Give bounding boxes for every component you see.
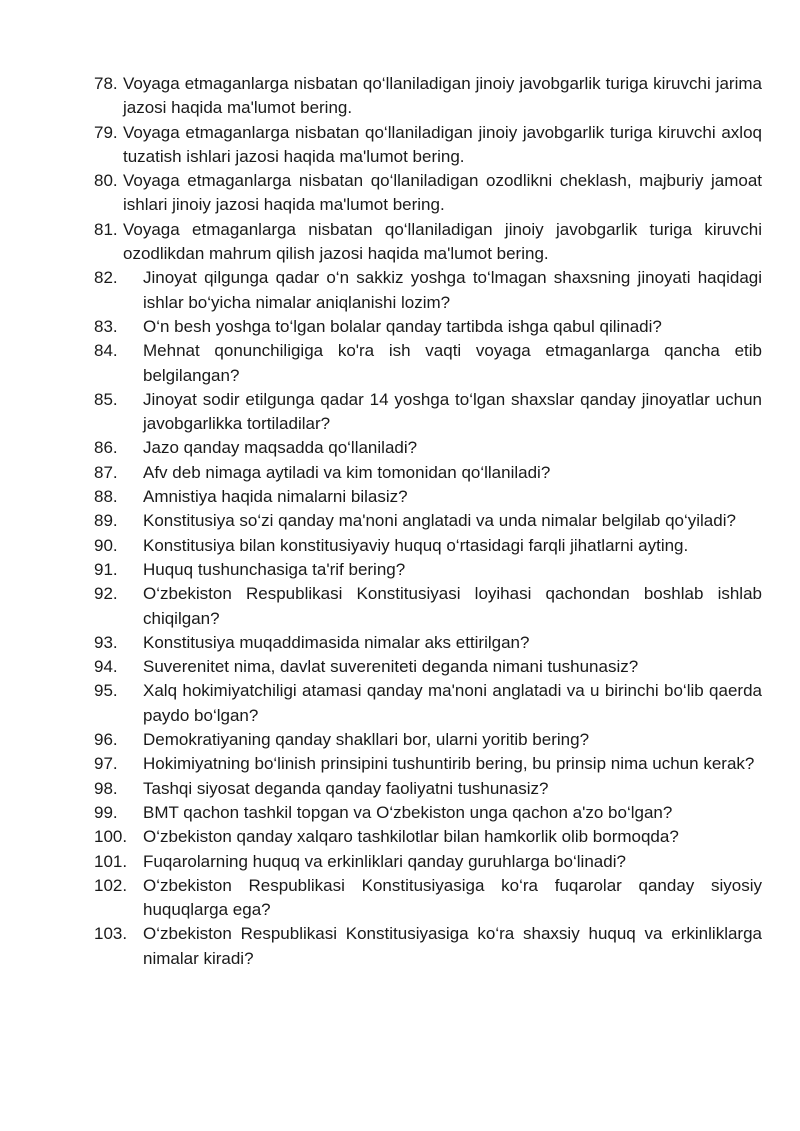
question-number: 83. <box>94 316 118 336</box>
question-number: 79. <box>94 122 118 142</box>
question-number: 89. <box>94 511 118 531</box>
question-text: Hokimiyatning bo‘linish prinsipini tushuntirib bering, bu prinsip nima uchun kerak? <box>143 754 755 774</box>
question-item <box>94 631 762 655</box>
question-item <box>94 825 762 849</box>
question-text: Voyaga etmaganlarga nisbatan qo‘llaniladigan jinoiy javobgarlik turiga kiruvchi axloq tuzatish ishlari jazosi haqida ma'lumot bering. <box>123 122 762 166</box>
question-item <box>94 679 762 728</box>
question-text: Voyaga etmaganlarga nisbatan qo‘llaniladigan jinoiy javobgarlik turiga kiruvchi jarima jazosi haqida ma'lumot bering. <box>123 74 762 118</box>
question-text: Amnistiya haqida nimalarni bilasiz? <box>143 487 408 507</box>
question-text: Mehnat qonunchiligiga ko'ra ish vaqti voyaga etmaganlarga qancha etib belgilangan? <box>143 341 762 385</box>
question-item <box>94 801 762 825</box>
question-item <box>94 169 762 218</box>
question-number: 94. <box>94 657 118 677</box>
question-number: 100. <box>94 827 128 847</box>
question-item <box>94 777 762 801</box>
question-item <box>94 461 762 485</box>
question-text: Voyaga etmaganlarga nisbatan qo‘llaniladigan ozodlikni cheklash, majburiy jamoat ishlari jinoiy jazosi haqida ma'lumot bering. <box>123 171 762 215</box>
question-text: Jinoyat qilgunga qadar o‘n sakkiz yoshga to‘lmagan shaxsning jinoyati haqidagi ishlar bo‘yicha nimalar aniqlanishi lozim? <box>143 268 762 312</box>
question-item <box>94 315 762 339</box>
question-number: 85. <box>94 389 118 409</box>
question-item <box>94 72 762 121</box>
question-item <box>94 218 762 267</box>
question-text: Huquq tushunchasiga ta'rif bering? <box>143 559 406 579</box>
question-text: O‘n besh yoshga to‘lgan bolalar qanday tartibda ishga qabul qilinadi? <box>143 316 662 336</box>
question-text: Xalq hokimiyatchiligi atamasi qanday ma'noni anglatadi va u birinchi bo‘lib qaerda paydo bo‘lgan? <box>143 681 762 725</box>
question-text: Konstitusiya so‘zi qanday ma'noni anglatadi va unda nimalar belgilab qo‘yiladi? <box>143 511 736 531</box>
question-number: 103. <box>94 924 128 944</box>
question-number: 84. <box>94 341 118 361</box>
question-text: Jinoyat sodir etilgunga qadar 14 yoshga to‘lgan shaxslar qanday jinoyatlar uchun javobgarlikka tortiladilar? <box>143 389 762 434</box>
question-text: Demokratiyaning qanday shakllari bor, ularni yoritib bering? <box>143 730 590 750</box>
question-item <box>94 874 762 923</box>
question-item <box>94 485 762 509</box>
question-text: BMT qachon tashkil topgan va O‘zbekiston unga qachon a'zo bo‘lgan? <box>143 802 673 822</box>
question-text: Fuqarolarning huquq va erkinliklari qanday guruhlarga bo‘linadi? <box>143 851 626 871</box>
question-number: 98. <box>94 778 118 798</box>
question-text: Voyaga etmaganlarga nisbatan qo‘llaniladigan jinoiy javobgarlik turiga kiruvchi ozodlikdan mahrum qilish jazosi haqida ma'lumot bering. <box>123 219 762 264</box>
question-text: Afv deb nimaga aytiladi va kim tomonidan qo‘llaniladi? <box>143 462 551 482</box>
question-item <box>94 922 762 971</box>
question-item <box>94 436 762 460</box>
question-number: 90. <box>94 535 118 555</box>
question-number: 91. <box>94 559 118 579</box>
question-item <box>94 728 762 752</box>
question-text: Konstitusiya muqaddimasida nimalar aks ettirilgan? <box>143 632 530 652</box>
question-item <box>94 509 762 533</box>
question-item <box>94 850 762 874</box>
question-number: 93. <box>94 632 118 652</box>
question-text: Suverenitet nima, davlat suvereniteti deganda nimani tushunasiz? <box>143 657 639 677</box>
question-text: O‘zbekiston Respublikasi Konstitusiyasiga ko‘ra fuqarolar qanday siyosiy huquqlarga ega? <box>143 875 762 920</box>
question-number: 86. <box>94 438 118 458</box>
question-text: Jazo qanday maqsadda qo‘llaniladi? <box>143 438 418 458</box>
question-item <box>94 121 762 170</box>
question-text: O‘zbekiston Respublikasi Konstitusiyasi loyihasi qachondan boshlab ishlab chiqilgan? <box>143 584 762 628</box>
question-text: Konstitusiya bilan konstitusiyaviy huquq o‘rtasidagi farqli jihatlarni ayting. <box>143 535 689 555</box>
question-number: 88. <box>94 487 118 507</box>
question-number: 97. <box>94 754 118 774</box>
question-item <box>94 655 762 679</box>
question-item <box>94 266 762 315</box>
question-number: 80. <box>94 171 118 191</box>
question-item <box>94 558 762 582</box>
question-number: 78. <box>94 74 118 93</box>
question-number: 95. <box>94 681 118 701</box>
question-list <box>94 72 762 971</box>
question-item <box>94 388 762 437</box>
question-number: 101. <box>94 851 128 871</box>
question-item <box>94 752 762 776</box>
question-text: Tashqi siyosat deganda qanday faoliyatni tushunasiz? <box>143 778 549 798</box>
question-number: 82. <box>94 268 118 288</box>
question-item <box>94 534 762 558</box>
question-text: O‘zbekiston qanday xalqaro tashkilotlar bilan hamkorlik olib bormoqda? <box>143 827 679 847</box>
question-number: 96. <box>94 730 118 750</box>
question-number: 87. <box>94 462 118 482</box>
question-item <box>94 582 762 631</box>
question-number: 99. <box>94 802 118 822</box>
question-item <box>94 339 762 388</box>
question-number: 102. <box>94 875 128 895</box>
question-text: O‘zbekiston Respublikasi Konstitusiyasiga ko‘ra shaxsiy huquq va erkinliklarga nimalar kiradi? <box>143 924 762 968</box>
question-number: 92. <box>94 584 118 604</box>
question-number: 81. <box>94 219 118 239</box>
